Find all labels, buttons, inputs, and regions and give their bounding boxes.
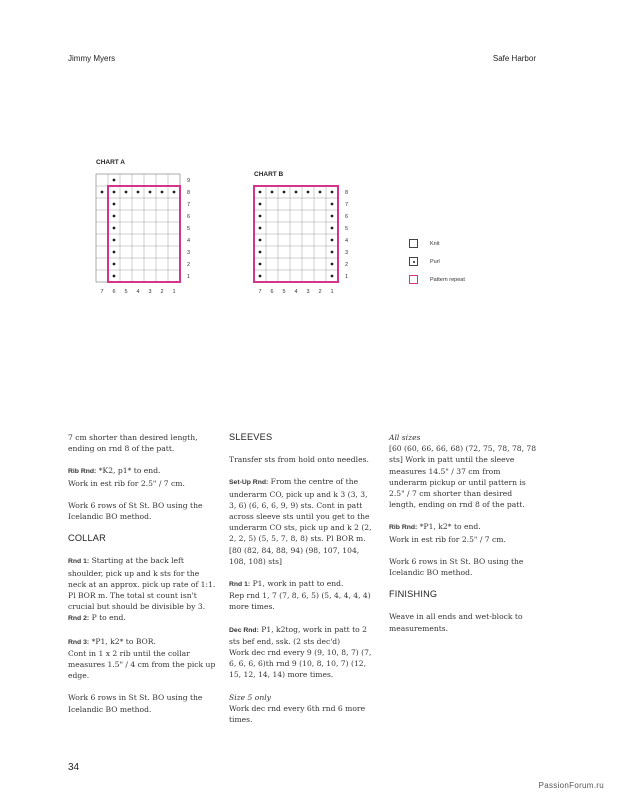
purl-dot (101, 191, 104, 194)
row-number: 6 (345, 214, 349, 220)
size-5-section (229, 692, 377, 726)
rib-round-cont: Work in est rib for 2.5" / 7 cm. (389, 534, 506, 544)
rnd-1-text: Starting at the back left shoulder, pick up and k sts for the neck at an approx. pick up rate of 1:1. Pl BOR m. The total st count isn't crucial but should be divisible by 3. (68, 556, 216, 612)
purl-dot (113, 215, 116, 218)
purl-dot (259, 203, 262, 206)
column-number: 3 (148, 289, 152, 295)
paragraph: Work 6 rows in St St. BO using the Icelandic BO method. (68, 693, 203, 714)
legend-knit (409, 235, 465, 252)
column-number: 4 (136, 289, 140, 295)
row-number: 5 (187, 226, 191, 232)
purl-dot (307, 191, 310, 194)
purl-dot (113, 227, 116, 230)
dec-text: P1, k2tog, work in patt to 2 sts bef end, ssk. (2 sts dec'd) (229, 624, 367, 646)
watermark: PassionForum.ru (538, 781, 604, 790)
dec-label: Dec Rnd: (229, 626, 259, 634)
dec-cont: Work dec rnd every 9 (9, 10, 8, 7) (7, 6, 6, 6, 6)th rnd 9 (10, 8, 10, 7) (12, 15, 12, 14, 14) more times. (229, 648, 372, 680)
legend-repeat (409, 271, 465, 288)
setup-round (229, 476, 377, 567)
column-number: 1 (172, 289, 176, 295)
setup-text: From the centre of the underarm CO, pick up and k 3 (3, 3, 3, 6) (6, 6, 6, 9, 9) sts. Cont in patt across sleeve sts until you get to the underarm CO sts, pick up and k 2 (2, 2, 2, 5) (5, 5, 7, 8, 8) sts. Pl BOR m. [80 (82, 84, 88, 94) (98, 107, 104, 108, 108) sts] (229, 477, 372, 566)
purl-dot (331, 263, 334, 266)
text-column-1 (68, 432, 216, 726)
all-sizes-text: [60 (60, 66, 66, 68) (72, 75, 78, 78, 78 sts] Work in patt until the sleeve measures 14.5" / 37 cm from underarm pickup or until pattern is 2.5" / 7 cm shorter than desired length, ending on rnd 8 of the patt. (389, 444, 537, 510)
purl-dot (259, 275, 262, 278)
rib-round-label: Rib Rnd: (389, 524, 418, 532)
column-number: 2 (318, 289, 322, 295)
rib-round (389, 521, 539, 544)
collar-rnd-2 (68, 612, 216, 624)
collar-rnd-3 (68, 636, 216, 682)
purl-dot (259, 191, 262, 194)
collar-heading: COLLAR (68, 533, 106, 544)
rnd-3-cont: Cont in 1 x 2 rib until the collar measures 1.5" / 4 cm from the pick up edge. (68, 648, 216, 681)
rib-round-label: Rib Rnd: (68, 468, 97, 476)
text-column-3 (389, 432, 539, 645)
purl-dot (295, 191, 298, 194)
purl-dot (259, 239, 262, 242)
size-5-text: Work dec rnd every 6th rnd 6 more times. (229, 703, 366, 725)
purl-dot (319, 191, 322, 194)
column-number: 1 (330, 289, 334, 295)
legend-repeat-label: Pattern repeat (430, 276, 465, 283)
purl-dot (331, 203, 334, 206)
chart-grid (254, 186, 348, 295)
rnd-1-cont: Rep rnd 1, 7 (7, 8, 6, 5) (5, 4, 4, 4, 4) more times. (229, 591, 371, 612)
size-5-label: Size 5 only (229, 692, 271, 702)
row-number: 3 (187, 250, 191, 256)
row-number: 4 (345, 238, 349, 244)
column-number: 2 (160, 289, 164, 295)
column-number: 4 (294, 289, 298, 295)
rnd-3-label: Rnd 3: (68, 638, 90, 646)
row-number: 3 (345, 250, 349, 256)
column-number: 7 (100, 289, 104, 295)
knit-symbol-icon (409, 239, 418, 248)
rnd-2-text: P to end. (89, 613, 126, 623)
finishing-heading: FINISHING (389, 589, 438, 600)
rnd-1-label: Rnd 1: (68, 558, 90, 566)
pattern-title: Safe Harbor (492, 54, 536, 63)
row-number: 5 (345, 226, 349, 232)
purl-dot (137, 191, 140, 194)
purl-dot (113, 263, 116, 266)
legend-purl (409, 253, 465, 270)
chart-b (250, 182, 360, 302)
sleeves-heading: SLEEVES (229, 432, 273, 442)
purl-dot (113, 179, 116, 182)
chart-a-title: CHART A (96, 159, 126, 166)
column-number: 7 (258, 289, 262, 295)
chart-a (92, 170, 192, 300)
purl-dot (331, 227, 334, 230)
column-number: 6 (112, 289, 116, 295)
purl-dot (259, 215, 262, 218)
all-sizes-label: All sizes (389, 433, 421, 442)
purl-dot (283, 191, 286, 194)
rib-round (68, 465, 216, 488)
rib-round-cont: Work in est rib for 2.5" / 7 cm. (68, 478, 185, 488)
row-number: 4 (187, 238, 191, 244)
purl-dot (331, 275, 334, 278)
paragraph: Work 6 rows in St St. BO using the Icelandic BO method. (389, 556, 524, 578)
chart-b-title: CHART B (254, 171, 284, 178)
purl-dot (259, 227, 262, 230)
rnd-3-text: *P1, k2* to BOR. (89, 636, 156, 646)
column-number: 3 (306, 289, 310, 295)
chart-grid (96, 174, 190, 295)
purl-dot (125, 191, 128, 194)
paragraph: Weave in all ends and wet-block to measurements. (389, 612, 523, 633)
text-column-2 (229, 432, 377, 736)
column-number: 5 (282, 289, 286, 295)
rnd-1-label: Rnd 1: (229, 581, 251, 589)
purl-symbol-icon (409, 257, 418, 266)
collar-rnd-1 (68, 555, 216, 612)
column-number: 5 (124, 289, 128, 295)
paragraph: Transfer sts from hold onto needles. (229, 455, 369, 465)
row-number: 1 (187, 274, 191, 280)
row-number: 8 (187, 190, 191, 196)
setup-label: Set-Up Rnd: (229, 479, 269, 487)
rnd-1-text: P1, work in patt to end. (250, 579, 344, 589)
row-number: 1 (345, 274, 349, 280)
purl-dot (331, 215, 334, 218)
purl-dot (259, 251, 262, 254)
row-number: 7 (187, 202, 191, 208)
purl-dot (149, 191, 152, 194)
row-number: 6 (187, 214, 191, 220)
rib-round-text: *K2, p1* to end. (96, 466, 161, 476)
rnd-2-label: Rnd 2: (68, 615, 90, 623)
paragraph: Work 6 rows of St St. BO using the Icelandic BO method. (68, 500, 203, 522)
purl-dot (331, 239, 334, 242)
page-number: 34 (68, 762, 80, 773)
pattern-repeat-symbol-icon (409, 275, 418, 284)
row-number: 8 (345, 190, 349, 196)
paragraph: 7 cm shorter than desired length, ending on rnd 8 of the patt. (68, 433, 198, 454)
author-name: Jimmy Myers (68, 54, 116, 63)
column-number: 6 (270, 289, 274, 295)
row-number: 9 (187, 178, 191, 184)
purl-dot (113, 191, 116, 194)
purl-dot (331, 251, 334, 254)
all-sizes-section (389, 432, 539, 510)
purl-dot (113, 275, 116, 278)
legend-purl-label: Purl (430, 258, 440, 265)
legend-knit-label: Knit (430, 240, 440, 247)
row-number: 7 (345, 202, 349, 208)
sleeve-rnd-1 (229, 578, 377, 613)
purl-dot (161, 191, 164, 194)
dec-round (229, 624, 377, 681)
row-number: 2 (345, 262, 349, 268)
purl-dot (331, 191, 334, 194)
purl-dot (113, 239, 116, 242)
purl-dot (271, 191, 274, 194)
purl-dot (173, 191, 176, 194)
rib-round-text: *P1, k2* to end. (417, 522, 481, 532)
purl-dot (113, 251, 116, 254)
purl-dot (259, 263, 262, 266)
purl-dot (113, 203, 116, 206)
chart-legend (409, 235, 465, 289)
row-number: 2 (187, 262, 191, 268)
